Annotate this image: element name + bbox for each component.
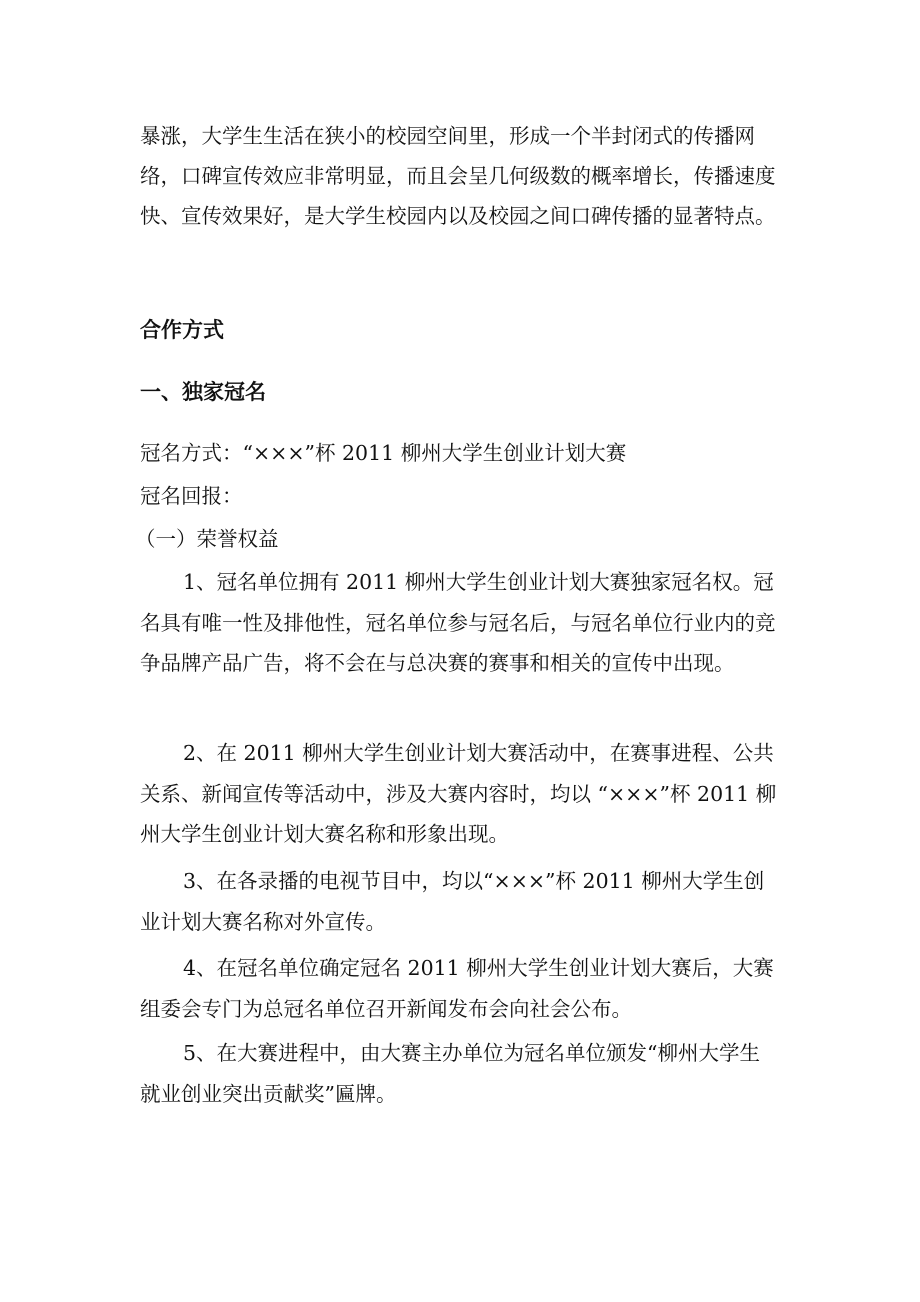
honor-rights-subheading: （一）荣誉权益 — [135, 527, 279, 551]
naming-method-line: 冠名方式：“×××”杯 2011 柳州大学生创业计划大赛 — [140, 441, 627, 465]
list-item: 2、在 2011 柳州大学生创业计划大赛活动中，在赛事进程、公共关系、新闻宣传等活动中，涉及大赛内容时，均以 “×××”杯 2011 柳州大学生创业计划大赛名称和形象出现。 — [140, 741, 777, 846]
section-heading-exclusive-naming: 一、独家冠名 — [140, 380, 266, 404]
intro-paragraph: 暴涨，大学生生活在狭小的校园空间里，形成一个半封闭式的传播网络，口碑宣传效应非常明显，而且会呈几何级数的概率增长，传播速度快、宣传效果好，是大学生校园内以及校园之间口碑传播的显著特点。 — [140, 124, 776, 228]
cooperation-heading: 合作方式 — [140, 318, 224, 342]
list-item: 1、冠名单位拥有 2011 柳州大学生创业计划大赛独家冠名权。冠名具有唯一性及排他性，冠名单位参与冠名后，与冠名单位行业内的竞争品牌产品广告，将不会在与总决赛的赛事和相关的宣传中出现。 — [140, 570, 776, 675]
list-item: 4、在冠名单位确定冠名 2011 柳州大学生创业计划大赛后，大赛组委会专门为总冠名单位召开新闻发布会向社会公布。 — [140, 956, 774, 1021]
naming-reward-line: 冠名回报： — [140, 484, 243, 508]
list-item: 3、在各录播的电视节目中，均以“×××”杯 2011 柳州大学生创业计划大赛名称对外宣传。 — [140, 869, 765, 934]
list-item: 5、在大赛进程中，由大赛主办单位为冠名单位颁发“柳州大学生就业创业突出贡献奖”匾牌。 — [140, 1041, 761, 1106]
